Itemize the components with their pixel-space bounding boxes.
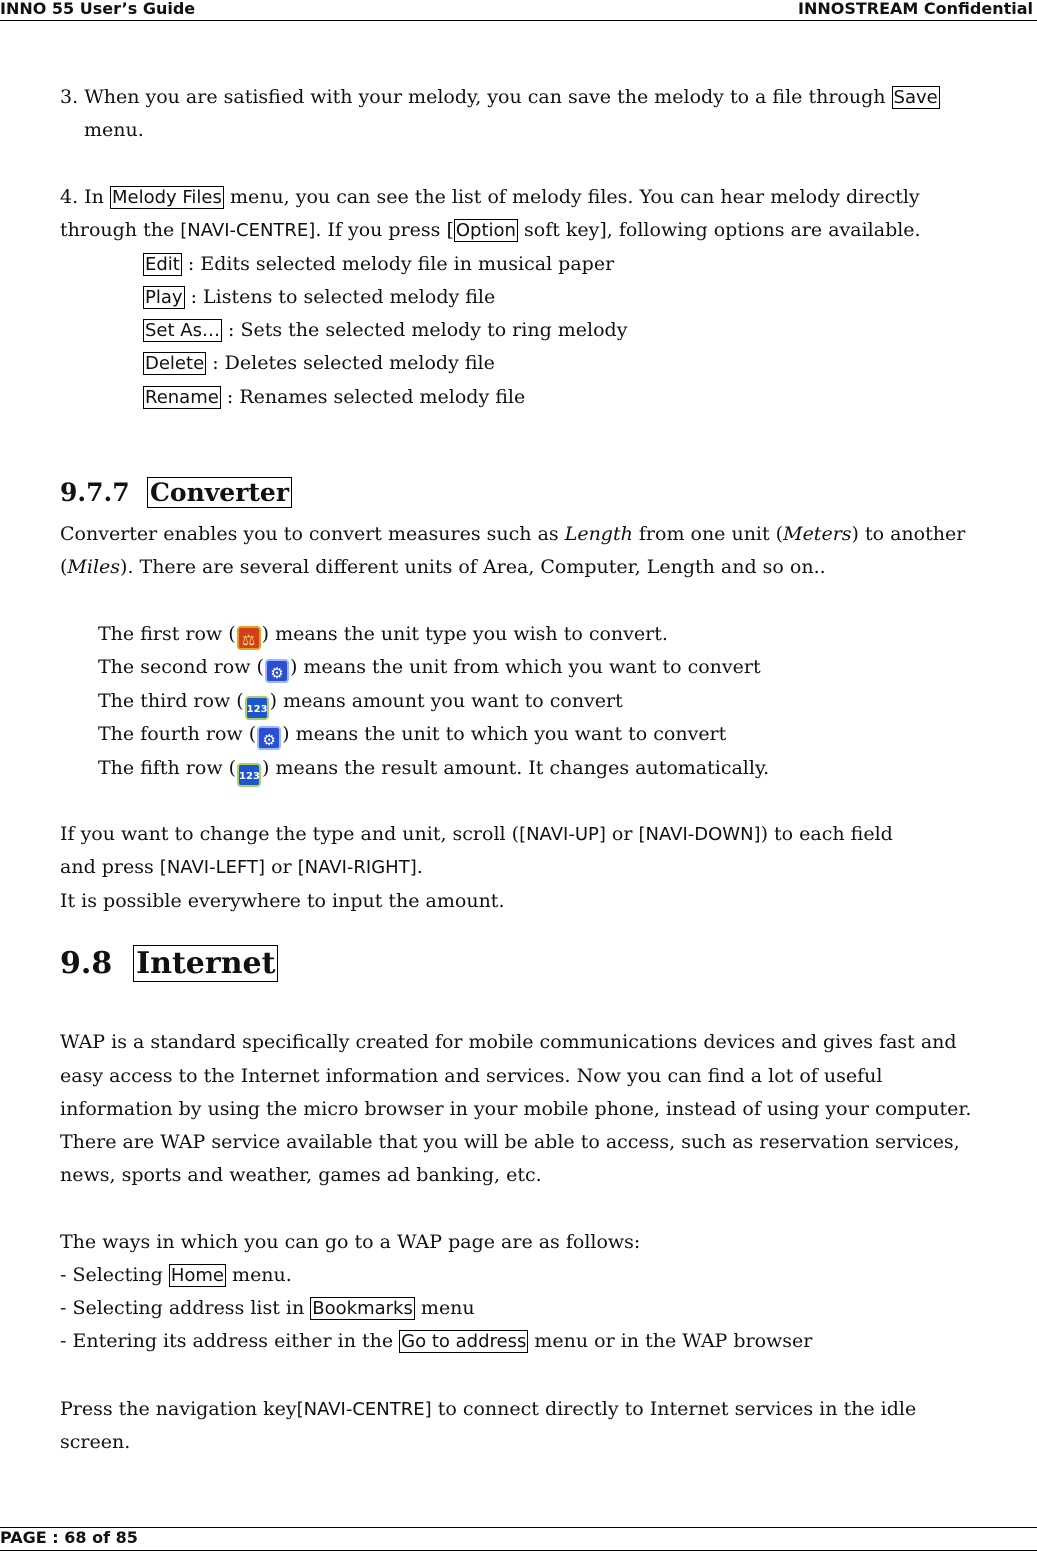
step3-line2: menu. <box>84 119 144 141</box>
converter-row-desc: The third row ( 123 ) means amount you want to convert <box>98 688 623 720</box>
step4-line2: through the [NAVI-CENTRE]. If you press [ Option soft key], following options are available. <box>60 219 921 241</box>
step4-line1: 4. In Melody Files menu, you can see the list of melody files. You can hear melody directly <box>60 186 920 208</box>
converter-nav-line1: If you want to change the type and unit, scroll ([NAVI-UP] or [NAVI-DOWN]) to each field <box>60 823 893 845</box>
melody-files-ref: Melody Files <box>111 187 222 208</box>
option-item: Rename : Renames selected melody file <box>145 386 526 408</box>
option-item: Delete : Deletes selected melody file <box>145 352 495 374</box>
internet-para-line: information by using the micro browser in your mobile phone, instead of using your computer. <box>60 1098 972 1120</box>
converter-para-line1: Converter enables you to convert measures such as Length from one unit (Meters) to another <box>60 523 966 545</box>
option-item: Edit : Edits selected melody file in musical paper <box>145 253 615 275</box>
internet-para-line: There are WAP service available that you will be able to access, such as reservation services, <box>60 1131 960 1153</box>
internet-heading: 9.8 Internet <box>60 946 278 981</box>
press-line1: Press the navigation key[NAVI-CENTRE] to connect directly to Internet services in the idle <box>60 1398 917 1420</box>
bookmarks-menu-ref: Bookmarks <box>312 1298 413 1319</box>
gear-icon <box>265 659 289 683</box>
way-item: - Selecting address list in Bookmarks menu <box>60 1297 475 1319</box>
option-item: Set As… : Sets the selected melody to ring melody <box>145 319 628 341</box>
converter-heading: 9.7.7 Converter <box>60 478 292 507</box>
way-item: - Selecting Home menu. <box>60 1264 292 1286</box>
header-confidential: INNOSTREAM Confidential <box>798 0 1033 18</box>
converter-row-desc: The second row (⚙ ) means the unit from which you want to convert <box>98 654 761 683</box>
option-key-ref: Option <box>455 220 516 241</box>
page-footer <box>0 1527 1037 1551</box>
gear-icon <box>257 726 281 750</box>
goto-address-menu-ref: Go to address <box>401 1331 527 1352</box>
converter-nav-line2: and press [NAVI-LEFT] or [NAVI-RIGHT]. <box>60 856 423 878</box>
converter-para-line2: (Miles). There are several different units of Area, Computer, Length and so on.. <box>60 556 826 578</box>
converter-row-desc: The fifth row ( 123 ) means the result amount. It changes automatically. <box>98 755 769 787</box>
number-icon: 123 <box>237 763 261 787</box>
converter-row-desc: The first row (⚖ ) means the unit type you wish to convert. <box>98 621 668 650</box>
option-item: Play : Listens to selected melody file <box>145 286 496 308</box>
internet-para-line: news, sports and weather, games ad banking, etc. <box>60 1164 542 1186</box>
way-item: - Entering its address either in the Go to address menu or in the WAP browser <box>60 1330 813 1352</box>
page-number: PAGE : 68 of 85 <box>0 1528 138 1547</box>
ways-intro: The ways in which you can go to a WAP page are as follows: <box>60 1231 641 1253</box>
page-header <box>0 0 1037 21</box>
internet-para-line: WAP is a standard specifically created for mobile communications devices and gives fast and <box>60 1031 957 1053</box>
press-line2: screen. <box>60 1431 131 1453</box>
scale-icon <box>237 626 261 650</box>
step3-line1: 3. When you are satisfied with your melody, you can save the melody to a file through Save <box>60 86 938 108</box>
home-menu-ref: Home <box>170 1265 224 1286</box>
internet-para-line: easy access to the Internet information and services. Now you can find a lot of useful <box>60 1065 883 1087</box>
header-title: INNO 55 User’s Guide <box>0 0 196 18</box>
converter-row-desc: The fourth row (⚙ ) means the unit to which you want to convert <box>98 721 726 750</box>
converter-nav-line3: It is possible everywhere to input the amount. <box>60 890 505 912</box>
save-menu-ref: Save <box>893 87 938 108</box>
number-icon: 123 <box>245 696 269 720</box>
